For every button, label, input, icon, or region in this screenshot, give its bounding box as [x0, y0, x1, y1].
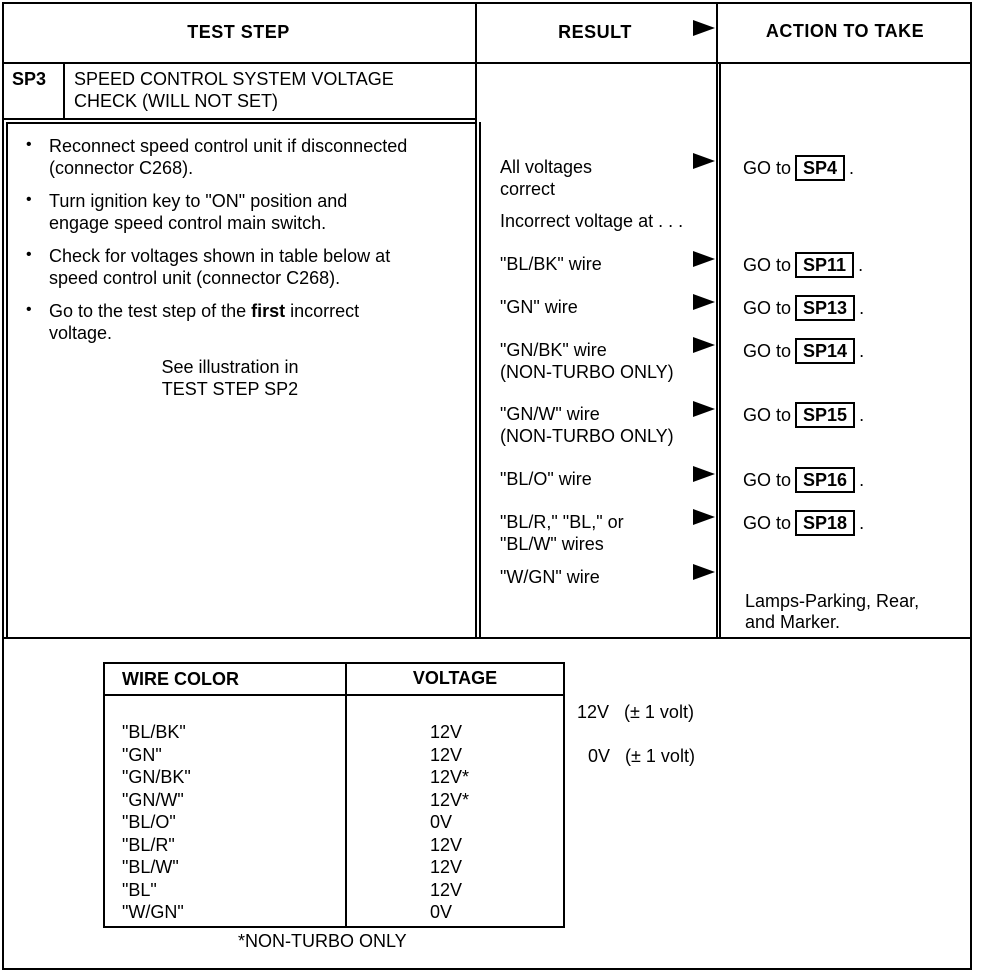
go-to-label: GO to — [743, 298, 792, 318]
step-title-line1: SPEED CONTROL SYSTEM VOLTAGE — [74, 69, 394, 89]
header-divider — [2, 62, 972, 64]
arrow-icon — [693, 251, 715, 267]
step-body-top — [6, 122, 476, 124]
bullet-icon: • — [26, 246, 32, 263]
punct: . — [858, 255, 864, 275]
footnote: *NON-TURBO ONLY — [238, 931, 407, 951]
wire-color-cell: "BL" — [122, 879, 157, 900]
result-blr-line1: "BL/R," "BL," or — [500, 512, 624, 532]
col-wire-color: WIRE COLOR — [122, 669, 239, 689]
action-sp4 — [743, 155, 854, 181]
step-body-right — [479, 122, 481, 638]
step-ref-sp11[interactable]: SP11 — [795, 252, 854, 278]
go-to-label: GO to — [743, 470, 792, 490]
result-blo: "BL/O" wire — [500, 469, 592, 489]
voltage-cell: 12V — [430, 834, 463, 855]
result-incorrect: Incorrect voltage at . . . — [500, 211, 684, 231]
result-all-line1: All voltages — [500, 157, 593, 177]
bullet-icon: • — [26, 301, 32, 318]
voltage-cell: 12V — [430, 722, 463, 742]
punct: . — [859, 298, 865, 318]
table-row — [122, 834, 562, 856]
arrow-icon — [693, 153, 715, 169]
step-ref-sp18[interactable]: SP18 — [795, 510, 855, 536]
instruction-3-line2: speed control unit (connector C268). — [49, 268, 341, 288]
wire-color-cell: "BL/BK" — [122, 722, 186, 742]
arrow-icon — [693, 509, 715, 525]
result-blbk: "BL/BK" wire — [500, 254, 602, 274]
result-gnw-line1: "GN/W" wire — [500, 404, 600, 424]
arrow-icon — [693, 564, 715, 580]
wire-color-cell: "GN" — [122, 744, 162, 765]
step-body-left — [6, 122, 8, 638]
instruction-2-line2: engage speed control main switch. — [49, 213, 327, 233]
illustration-note-line1: See illustration in — [161, 357, 299, 377]
action-lamps-line2: and Marker. — [745, 612, 841, 632]
illustration-note-line2: TEST STEP SP2 — [161, 379, 299, 399]
section-divider — [2, 637, 972, 639]
instruction-4-post: incorrect — [285, 301, 360, 321]
voltage-cell: 0V — [430, 902, 453, 922]
wire-color-cell: "GN/W" — [122, 789, 184, 810]
punct: . — [859, 341, 865, 361]
tolerance-value: 0V — [588, 746, 611, 766]
punct: . — [849, 158, 855, 178]
action-sp15 — [743, 402, 864, 428]
header-result: RESULT — [558, 22, 632, 42]
instruction-2-line1: Turn ignition key to "ON" position and — [49, 191, 348, 211]
result-gnbk-line1: "GN/BK" wire — [500, 340, 607, 360]
arrow-icon — [693, 337, 715, 353]
instruction-1-line2: (connector C268). — [49, 158, 194, 178]
go-to-label: GO to — [743, 158, 792, 178]
go-to-label: GO to — [743, 513, 792, 533]
action-sp14 — [743, 338, 864, 364]
wire-color-cell: "BL/O" — [122, 812, 176, 832]
go-to-label: GO to — [743, 255, 792, 275]
voltage-cell: 12V — [430, 857, 463, 877]
col-voltage: VOLTAGE — [412, 668, 498, 688]
voltage-table-header-divider — [103, 694, 565, 696]
voltage-cell: 12V* — [430, 767, 470, 787]
instruction-4-pre: Go to the test step of the — [49, 301, 252, 321]
voltage-cell: 12V — [430, 879, 463, 900]
voltage-cell: 12V* — [430, 789, 470, 810]
table-row — [122, 744, 562, 766]
go-to-label: GO to — [743, 405, 792, 425]
tolerance-range: (± 1 volt) — [625, 746, 695, 766]
action-col-right — [719, 62, 721, 638]
tolerance-value: 12V — [577, 702, 610, 722]
instruction-1-line1: Reconnect speed control unit if disconnected — [49, 136, 408, 156]
table-row — [122, 766, 562, 788]
tolerance-range: (± 1 volt) — [624, 702, 694, 722]
table-row — [122, 811, 562, 833]
arrow-icon — [693, 401, 715, 417]
action-sp13 — [743, 295, 864, 321]
header-action: ACTION TO TAKE — [765, 21, 925, 41]
table-row — [122, 856, 562, 878]
step-ref-sp15[interactable]: SP15 — [795, 402, 855, 428]
instruction-4-bold: first — [251, 301, 286, 321]
action-sp16 — [743, 467, 864, 493]
action-lamps-line1: Lamps-Parking, Rear, — [745, 591, 920, 611]
bullet-icon: • — [26, 136, 32, 153]
tolerance-0v — [588, 745, 695, 767]
col-divider-2 — [716, 2, 718, 638]
step-title-line2: CHECK (WILL NOT SET) — [74, 91, 279, 111]
voltage-cell: 12V — [430, 744, 463, 765]
step-ref-sp4[interactable]: SP4 — [795, 155, 845, 181]
col-divider-1 — [475, 2, 477, 638]
punct: . — [859, 513, 865, 533]
result-blr-line2: "BL/W" wires — [500, 534, 604, 554]
bullet-icon: • — [26, 191, 32, 208]
wire-color-cell: "W/GN" — [122, 902, 184, 922]
step-id-divider — [63, 62, 65, 120]
instruction-4-line2: voltage. — [49, 323, 113, 343]
result-wgn: "W/GN" wire — [500, 567, 600, 587]
arrow-icon — [693, 294, 715, 310]
result-all-line2: correct — [500, 179, 556, 199]
table-row — [122, 789, 562, 811]
header-arrow-icon — [693, 20, 715, 36]
result-gn: "GN" wire — [500, 297, 578, 317]
step-ref-sp14[interactable]: SP14 — [795, 338, 855, 364]
step-ref-sp16[interactable]: SP16 — [795, 467, 855, 493]
result-gnbk-line2: (NON-TURBO ONLY) — [500, 362, 674, 382]
tolerance-12v — [577, 701, 694, 723]
table-row — [122, 721, 562, 743]
step-ref-sp13[interactable]: SP13 — [795, 295, 855, 321]
action-sp18 — [743, 510, 864, 536]
punct: . — [859, 405, 865, 425]
header-test-step: TEST STEP — [187, 22, 290, 42]
wire-color-cell: "BL/W" — [122, 857, 179, 877]
punct: . — [859, 470, 865, 490]
voltage-cell: 0V — [430, 812, 453, 832]
wire-color-cell: "GN/BK" — [122, 767, 191, 787]
go-to-label: GO to — [743, 341, 792, 361]
instruction-4-line1 — [49, 300, 359, 322]
step-title-box-bottom — [2, 118, 477, 120]
action-sp11 — [743, 252, 863, 278]
table-row — [122, 901, 562, 923]
table-row — [122, 879, 562, 901]
wire-color-cell: "BL/R" — [122, 834, 175, 855]
instruction-3-line1: Check for voltages shown in table below at — [49, 246, 391, 266]
result-gnw-line2: (NON-TURBO ONLY) — [500, 426, 674, 446]
step-id: SP3 — [12, 69, 47, 89]
arrow-icon — [693, 466, 715, 482]
